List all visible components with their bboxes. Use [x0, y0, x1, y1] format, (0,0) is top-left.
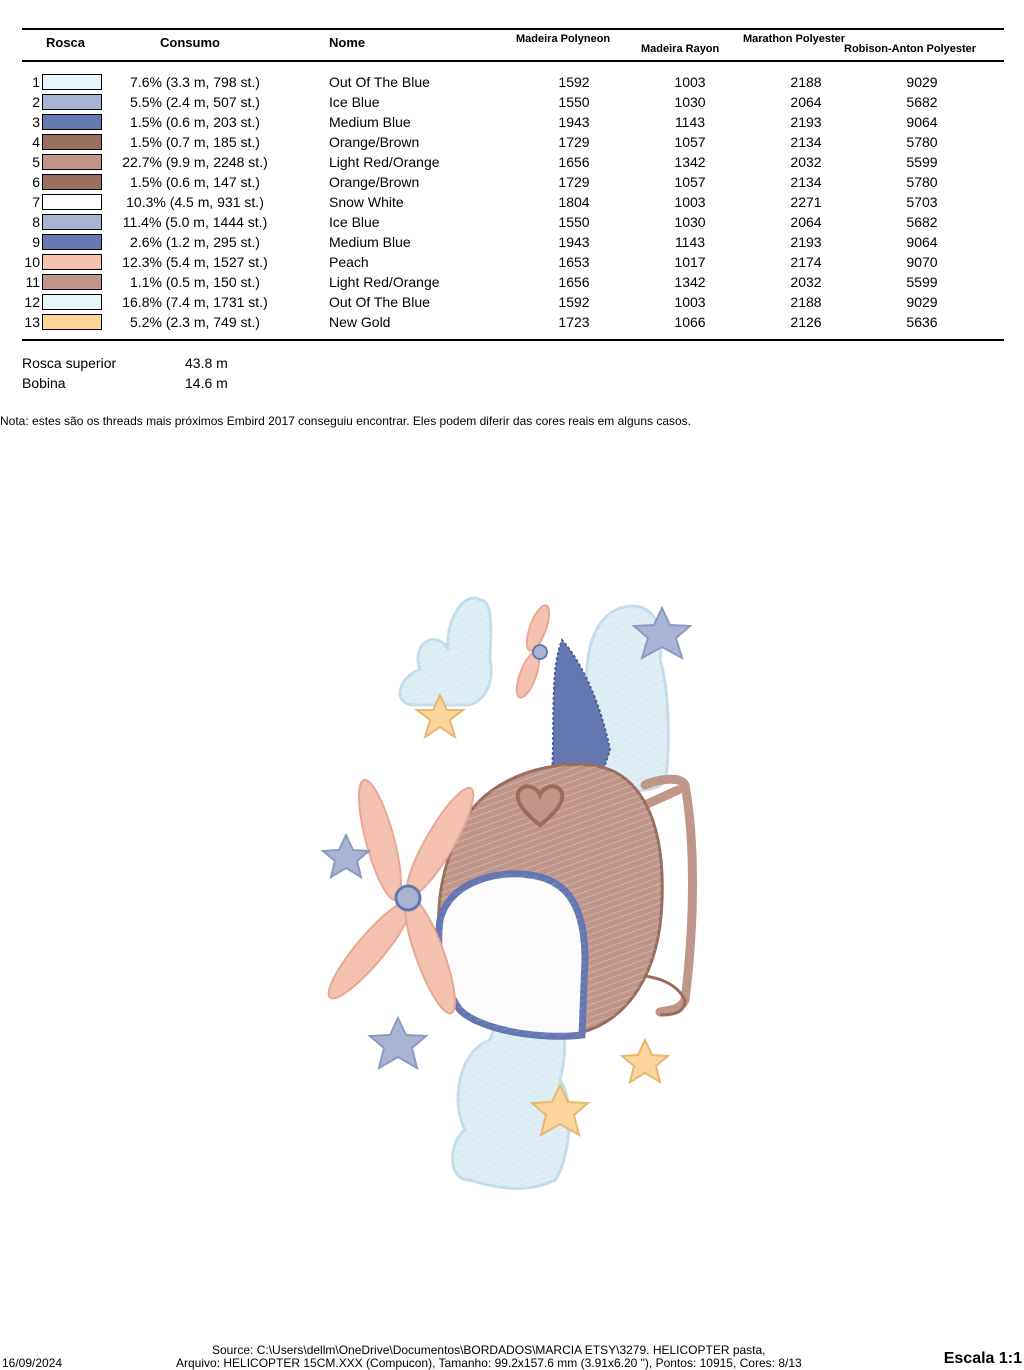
table-row	[0, 272, 1024, 292]
row-robison: 5703	[906, 194, 938, 210]
tail-rotor	[512, 603, 553, 701]
row-number: 11	[25, 274, 40, 290]
row-marathon: 2188	[790, 294, 822, 310]
note-text: Nota: estes são os threads mais próximos Embird 2017 conseguiu encontrar. Eles podem diferir das cores reais em alguns casos.	[0, 414, 692, 428]
row-usage: 16.8% (7.4 m, 1731 st.)	[122, 294, 268, 310]
file-info: Arquivo: HELICOPTER 15CM.XXX (Compucon), Tamanho: 99.2x157.6 mm (3.91x6.20 "), Pontos: 10915, Cores: 8/13	[176, 1356, 802, 1370]
table-header-rule	[22, 60, 1004, 62]
row-usage: 10.3% (4.5 m, 931 st.)	[126, 194, 264, 210]
table-row	[0, 292, 1024, 312]
row-madeira-polyneon: 1943	[558, 114, 590, 130]
row-madeira-polyneon: 1804	[558, 194, 590, 210]
table-row	[0, 72, 1024, 92]
table-row	[0, 232, 1024, 252]
row-name: Ice Blue	[329, 214, 380, 230]
row-madeira-rayon: 1342	[674, 154, 706, 170]
row-number: 8	[32, 214, 40, 230]
table-row	[0, 112, 1024, 132]
row-robison: 9070	[906, 254, 938, 270]
header-madeira-polyneon: Madeira Polyneon	[516, 33, 611, 45]
row-marathon: 2188	[790, 74, 822, 90]
print-date: 16/09/2024	[2, 1356, 63, 1370]
row-marathon: 2134	[790, 174, 822, 190]
row-number: 3	[32, 114, 40, 130]
row-number: 4	[32, 134, 40, 150]
row-marathon: 2193	[790, 234, 822, 250]
row-usage: 1.5% (0.6 m, 203 st.)	[130, 114, 260, 130]
table-row	[0, 212, 1024, 232]
color-swatch	[42, 174, 102, 190]
table-row	[0, 132, 1024, 152]
row-number: 10	[24, 254, 40, 270]
row-robison: 5636	[906, 314, 938, 330]
table-row	[0, 172, 1024, 192]
row-marathon: 2126	[790, 314, 822, 330]
table-top-rule	[22, 28, 1004, 30]
top-thread-label: Rosca superior	[22, 355, 117, 371]
row-madeira-polyneon: 1656	[558, 274, 590, 290]
row-marathon: 2064	[790, 214, 822, 230]
row-madeira-rayon: 1003	[674, 74, 706, 90]
color-swatch	[42, 294, 102, 310]
row-madeira-rayon: 1143	[674, 114, 706, 130]
row-robison: 9029	[906, 294, 938, 310]
row-number: 6	[32, 174, 40, 190]
row-madeira-polyneon: 1550	[558, 214, 590, 230]
row-madeira-polyneon: 1723	[558, 314, 590, 330]
helicopter-window	[439, 874, 585, 1036]
row-number: 13	[24, 314, 40, 330]
scale-label: Escala 1:1	[943, 1350, 1022, 1367]
row-madeira-rayon: 1003	[674, 294, 706, 310]
top-thread-value: 43.8 m	[185, 355, 228, 371]
row-name: Medium Blue	[329, 234, 411, 250]
row-robison: 5599	[906, 274, 938, 290]
row-marathon: 2134	[790, 134, 822, 150]
row-madeira-polyneon: 1592	[558, 294, 590, 310]
row-usage: 12.3% (5.4 m, 1527 st.)	[122, 254, 268, 270]
row-madeira-rayon: 1030	[674, 214, 706, 230]
row-number: 12	[24, 294, 40, 310]
row-robison: 5780	[906, 174, 938, 190]
table-row	[0, 252, 1024, 272]
row-usage: 5.2% (2.3 m, 749 st.)	[130, 314, 260, 330]
color-swatch	[42, 254, 102, 270]
row-madeira-polyneon: 1729	[558, 174, 590, 190]
row-name: Ice Blue	[329, 94, 380, 110]
row-name: Snow White	[329, 194, 404, 210]
row-usage: 5.5% (2.4 m, 507 st.)	[130, 94, 260, 110]
row-number: 2	[32, 94, 40, 110]
table-row	[0, 192, 1024, 212]
row-madeira-polyneon: 1656	[558, 154, 590, 170]
row-marathon: 2193	[790, 114, 822, 130]
row-robison: 5599	[906, 154, 938, 170]
row-madeira-rayon: 1066	[674, 314, 706, 330]
row-usage: 22.7% (9.9 m, 2248 st.)	[122, 154, 268, 170]
row-name: Out Of The Blue	[329, 74, 430, 90]
row-madeira-rayon: 1342	[674, 274, 706, 290]
header-name: Nome	[329, 35, 366, 50]
row-marathon: 2064	[790, 94, 822, 110]
color-swatch	[42, 314, 102, 330]
row-marathon: 2032	[790, 274, 822, 290]
row-usage: 1.5% (0.6 m, 147 st.)	[130, 174, 260, 190]
row-robison: 9064	[906, 114, 938, 130]
row-madeira-polyneon: 1729	[558, 134, 590, 150]
header-madeira-rayon: Madeira Rayon	[641, 43, 720, 55]
row-number: 1	[32, 74, 40, 90]
row-marathon: 2032	[790, 154, 822, 170]
table-row	[0, 92, 1024, 112]
table-row	[0, 152, 1024, 172]
row-usage: 1.5% (0.7 m, 185 st.)	[130, 134, 260, 150]
row-number: 9	[32, 234, 40, 250]
bobbin-label: Bobina	[22, 375, 66, 391]
color-swatch	[42, 194, 102, 210]
color-swatch	[42, 234, 102, 250]
row-name: Peach	[329, 254, 369, 270]
row-name: New Gold	[329, 314, 391, 330]
color-swatch	[42, 134, 102, 150]
row-madeira-polyneon: 1943	[558, 234, 590, 250]
row-number: 7	[32, 194, 40, 210]
row-madeira-rayon: 1017	[674, 254, 706, 270]
row-madeira-polyneon: 1592	[558, 74, 590, 90]
color-swatch	[42, 94, 102, 110]
embroidery-preview	[300, 580, 730, 1200]
star-gold-bottom-right	[622, 1040, 668, 1082]
row-madeira-polyneon: 1653	[558, 254, 590, 270]
table-bottom-rule	[22, 339, 1004, 341]
row-madeira-rayon: 1030	[674, 94, 706, 110]
row-robison: 5682	[906, 94, 938, 110]
star-blue-bottom-left	[370, 1018, 426, 1068]
header-marathon: Marathon Polyester	[743, 33, 846, 45]
row-name: Medium Blue	[329, 114, 411, 130]
star-blue-left	[323, 835, 369, 877]
source-path: Source: C:\Users\dellm\OneDrive\Documentos\BORDADOS\MARCIA ETSY\3279. HELICOPTER pasta,	[212, 1343, 766, 1357]
row-marathon: 2271	[790, 194, 822, 210]
row-madeira-rayon: 1057	[674, 134, 706, 150]
row-name: Light Red/Orange	[329, 274, 440, 290]
cloud-top-left	[400, 598, 491, 705]
row-madeira-rayon: 1057	[674, 174, 706, 190]
row-usage: 2.6% (1.2 m, 295 st.)	[130, 234, 260, 250]
row-madeira-rayon: 1143	[674, 234, 706, 250]
header-usage: Consumo	[160, 35, 220, 50]
row-robison: 5780	[906, 134, 938, 150]
row-usage: 11.4% (5.0 m, 1444 st.)	[122, 214, 268, 230]
row-marathon: 2174	[790, 254, 822, 270]
row-usage: 1.1% (0.5 m, 150 st.)	[130, 274, 260, 290]
color-swatch	[42, 74, 102, 90]
row-usage: 7.6% (3.3 m, 798 st.)	[130, 74, 260, 90]
bobbin-value: 14.6 m	[185, 375, 228, 391]
header-thread: Rosca	[46, 35, 86, 50]
row-number: 5	[32, 154, 40, 170]
row-robison: 5682	[906, 214, 938, 230]
row-robison: 9029	[906, 74, 938, 90]
row-name: Light Red/Orange	[329, 154, 440, 170]
row-robison: 9064	[906, 234, 938, 250]
row-madeira-rayon: 1003	[674, 194, 706, 210]
color-swatch	[42, 114, 102, 130]
table-row	[0, 312, 1024, 332]
row-madeira-polyneon: 1550	[558, 94, 590, 110]
row-name: Out Of The Blue	[329, 294, 430, 310]
header-robison: Robison-Anton Polyester	[844, 43, 977, 55]
color-swatch	[42, 274, 102, 290]
row-name: Orange/Brown	[329, 174, 420, 190]
color-swatch	[42, 154, 102, 170]
row-name: Orange/Brown	[329, 134, 420, 150]
color-swatch	[42, 214, 102, 230]
